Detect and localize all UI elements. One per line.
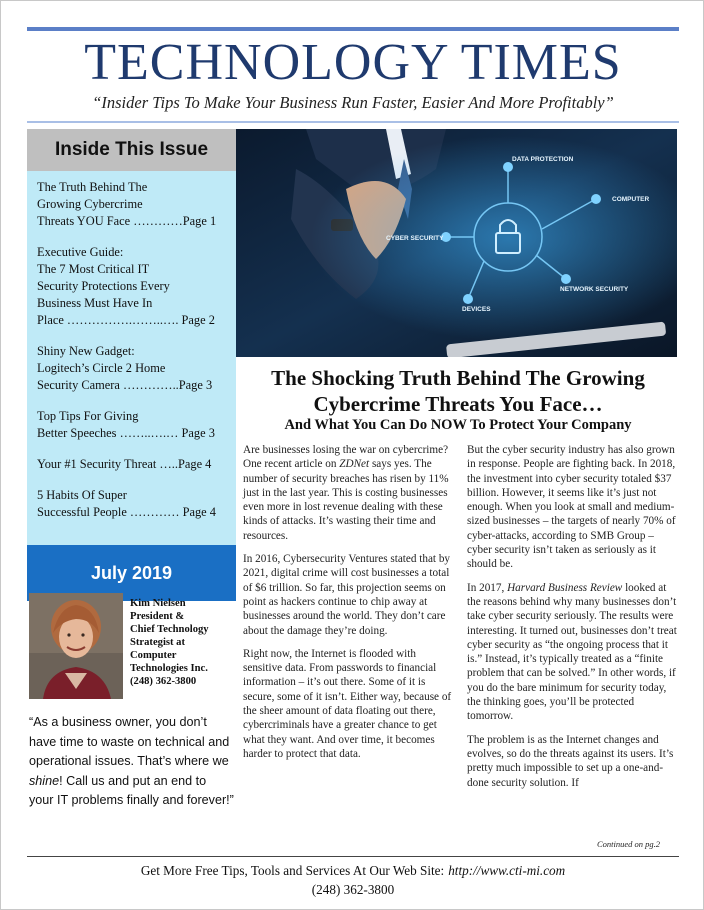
label-cyber-security: CYBER SECURITY (386, 235, 444, 242)
paragraph-text: Are businesses losing the war on cybercrime? One recent article on (243, 444, 449, 471)
toc-item-line: The Truth Behind The (37, 180, 148, 194)
author-title-line: Strategist at (130, 637, 186, 648)
paragraph-text: The problem is as the Internet changes and evolves, so do the threats against its users. It’s pretty much impossible to set up a one-and-done security solution. If (467, 733, 674, 789)
article-paragraph (243, 552, 457, 638)
author-title-line: Chief Technology (130, 624, 209, 635)
author-title-line: President & (130, 611, 185, 622)
author-phone: (248) 362-3800 (130, 676, 197, 687)
author-bio (27, 593, 236, 703)
paragraph-text: says yes. The number of security breaches has risen by 11% just in the last year. This is costing businesses even more in lost revenue dealing with these kinds of attacks. It’s wasting their time and resources. (243, 458, 449, 542)
top-rule (27, 27, 679, 31)
quote-emphasis: shine (29, 773, 60, 788)
article-column-2 (467, 443, 680, 799)
paragraph-emphasis: ZDNet (339, 458, 370, 471)
author-title-line: Computer (130, 650, 177, 661)
paragraph-text: Right now, the Internet is flooded with sensitive data. From passwords to financial information – it’s out there. Some of it is secure, some of it isn’t. Either way, because of the sheer amount of data floating out there, cybercriminals have a greater chance to get what they want. And over time, it becomes harder to protect that data. (243, 647, 452, 760)
toc-item-line: Shiny New Gadget: (37, 344, 135, 358)
toc-item[interactable] (37, 179, 230, 230)
article-paragraph (467, 733, 680, 790)
paragraph-text: looked at the reasons behind why many businesses don’t take cyber security seriously. The results were interesting. It turned out, businesses don’t treat cyber security as “the ongoing process that it is.” Instead, it’s typically treated as a “finite problem that can be solved.” In other words, if you do the bare minimum for security today, the thinking goes, you’ll be protected tomorrow. (467, 581, 677, 723)
paragraph-text: In 2016, Cybersecurity Ventures stated that by 2021, digital crime will cost businesses a total of $6 trillion. So far, this projection seems on point as hackers continue to chip away at businesses around the world. They don’t care about the damage they’re doing. (243, 553, 451, 637)
footer-text: Get More Free Tips, Tools and Services At Our Web Site: (140, 863, 445, 878)
toc-item-line: Security Protections Every (37, 279, 170, 293)
author-details (130, 597, 240, 688)
footer-url-link[interactable]: http://www.cti-mi.com (448, 863, 566, 878)
article-paragraph (243, 647, 457, 761)
toc-item-line: Threats YOU Face …………Page 1 (37, 214, 217, 228)
toc-item[interactable] (37, 343, 230, 394)
toc-item[interactable] (37, 487, 230, 521)
toc-item-line: 5 Habits Of Super (37, 488, 127, 502)
toc-item[interactable] (37, 408, 230, 442)
toc-item-line: Place …………….……..…. Page 2 (37, 313, 215, 327)
paragraph-text: In 2017, (467, 581, 508, 594)
label-network-security: NETWORK SECURITY (560, 286, 629, 293)
footer-line (27, 863, 679, 879)
inside-issue-heading: Inside This Issue (27, 129, 236, 171)
paragraph-text: But the cyber security industry has also grown in response. People are fighting back. In 2018, the investment into cyber security totaled $37 billion. However, it seems like it’s just not enough. When you look at small and medium-sized businesses – the targets of nearly 70% of cyber-attacks, according to SMB Group – cyber security isn’t taken as seriously as it should be. (467, 444, 676, 571)
sidebar (27, 129, 236, 601)
quote-text: “As a business owner, you don’t have time to waste on technical and operational issues. That’s where we (29, 715, 230, 768)
article-paragraph (467, 443, 680, 572)
article-paragraph (467, 581, 680, 724)
toc-item[interactable] (37, 244, 230, 329)
footer-rule (27, 856, 679, 857)
masthead-title: TECHNOLOGY TIMES (84, 34, 622, 91)
toc-item-line: Logitech’s Circle 2 Home (37, 361, 166, 375)
author-name: Kim Nielsen (130, 598, 186, 609)
table-of-contents (27, 171, 236, 545)
toc-item-line: Executive Guide: (37, 245, 124, 259)
footer-phone: (248) 362-3800 (311, 882, 395, 897)
author-title-line: Technologies Inc. (130, 663, 208, 674)
toc-item-line: Growing Cybercrime (37, 197, 143, 211)
article-headline: The Shocking Truth Behind The Growing Cybercrime Threats You Face… (271, 366, 645, 416)
label-devices: DEVICES (462, 306, 491, 313)
continued-note: Continued on pg.2 (597, 839, 661, 849)
toc-item-line: Business Must Have In (37, 296, 153, 310)
article-paragraph (243, 443, 457, 543)
quote-text-end: ! Call us and put an end to your IT problems finally and forever!” (29, 773, 234, 807)
toc-item-line: Successful People ………… Page 4 (37, 505, 216, 519)
masthead-tagline: “Insider Tips To Make Your Business Run Faster, Easier And More Profitably” (92, 93, 614, 112)
toc-item-line: The 7 Most Critical IT (37, 262, 150, 276)
masthead-rule (27, 121, 679, 123)
issue-month: July 2019 (27, 545, 236, 601)
article-column-1 (243, 443, 457, 770)
toc-item-line: Top Tips For Giving (37, 409, 139, 423)
label-computer: COMPUTER (612, 196, 650, 203)
toc-item-line: Better Speeches ……..….… Page 3 (37, 426, 215, 440)
label-data-protection: DATA PROTECTION (512, 156, 574, 163)
author-photo (29, 593, 123, 699)
paragraph-emphasis: Harvard Business Review (507, 581, 623, 594)
toc-item-line: Security Camera …………..Page 3 (37, 378, 213, 392)
article-subhead: And What You Can Do NOW To Protect Your Company (284, 417, 632, 433)
toc-item-line: Your #1 Security Threat …..Page 4 (37, 457, 212, 471)
sidebar-quote (29, 713, 234, 811)
toc-item[interactable] (37, 456, 230, 473)
hero-image (236, 129, 677, 357)
